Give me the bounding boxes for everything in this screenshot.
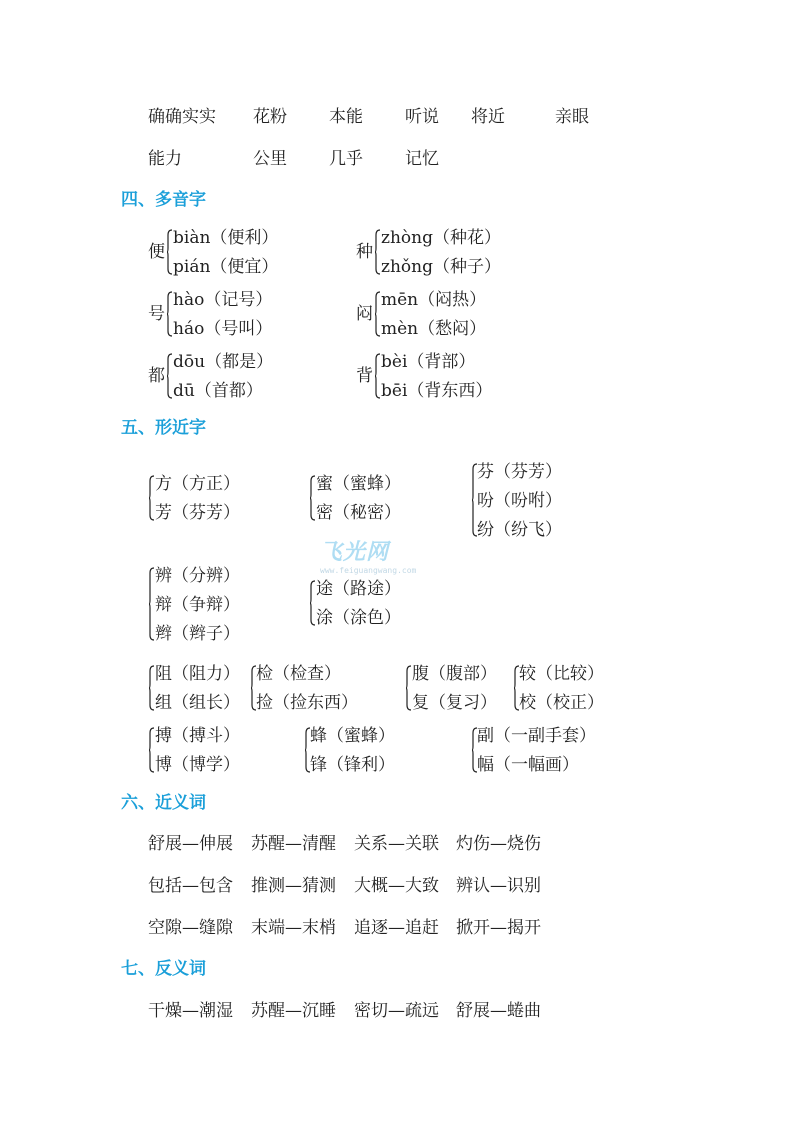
vocab-word: 将近 (471, 107, 505, 127)
vocab-word: 公里 (253, 149, 287, 169)
similar-char-item: 搏（搏斗） (155, 726, 240, 746)
synonym-pair: 辨认—识别 (456, 876, 541, 896)
polyphonic-char: 闷 (356, 304, 373, 324)
similar-char-item: 途（路途） (316, 579, 401, 599)
polyphonic-reading: biàn（便利） (173, 228, 279, 248)
brace-icon (310, 580, 315, 626)
polyphonic-reading: mèn（愁闷） (381, 319, 487, 339)
vocab-word: 能力 (148, 149, 182, 169)
synonym-pair: 掀开—揭开 (456, 918, 541, 938)
similar-char-item: 吩（吩咐） (477, 491, 562, 511)
watermark-logo (320, 535, 416, 575)
polyphonic-reading: bēi（背东西） (381, 381, 493, 401)
similar-char-item: 芬（芬芳） (477, 462, 562, 482)
brace-icon (167, 229, 172, 275)
polyphonic-reading: dū（首都） (173, 381, 263, 401)
polyphonic-reading: zhǒng（种子） (381, 257, 501, 277)
brace-icon (375, 353, 380, 399)
similar-char-item: 腹（腹部） (412, 664, 497, 684)
similar-char-item: 博（博学） (155, 755, 240, 775)
similar-char-item: 较（比较） (519, 664, 604, 684)
vocab-word: 确确实实 (148, 107, 216, 127)
synonym-pair: 舒展—伸展 (148, 834, 233, 854)
vocab-word: 本能 (329, 107, 363, 127)
vocab-word: 亲眼 (555, 107, 589, 127)
brace-icon (167, 353, 172, 399)
synonym-pair: 关系—关联 (354, 834, 439, 854)
brace-icon (375, 229, 380, 275)
brace-icon (167, 291, 172, 337)
brace-icon (310, 475, 315, 521)
polyphonic-reading: zhòng（种花） (381, 228, 501, 248)
synonym-pair: 追逐—追赶 (354, 918, 439, 938)
polyphonic-char: 都 (148, 366, 165, 386)
synonym-pair: 包括—包含 (148, 876, 233, 896)
watermark-url: www.feiguangwang.com (320, 566, 417, 575)
section-heading-polyphonic: 四、多音字 (121, 190, 206, 210)
brace-icon (149, 475, 154, 521)
similar-char-item: 复（复习） (412, 693, 497, 713)
polyphonic-reading: hào（记号） (173, 290, 273, 310)
similar-char-item: 方（方正） (155, 474, 240, 494)
vocab-word: 花粉 (253, 107, 287, 127)
similar-char-item: 副（一副手套） (477, 726, 596, 746)
synonym-pair: 推测—猜测 (251, 876, 336, 896)
similar-char-item: 辨（分辨） (155, 566, 240, 586)
watermark-title: 飞光网 (320, 540, 390, 565)
antonym-pair: 密切—疏远 (354, 1001, 439, 1021)
similar-char-item: 组（组长） (155, 693, 240, 713)
vocab-word: 听说 (405, 107, 439, 127)
similar-char-item: 辩（争辩） (155, 595, 240, 615)
similar-char-item: 密（秘密） (316, 503, 401, 523)
synonym-pair: 大概—大致 (354, 876, 439, 896)
antonym-pair: 舒展—蜷曲 (456, 1001, 541, 1021)
polyphonic-reading: dōu（都是） (173, 352, 274, 372)
synonym-pair: 苏醒—清醒 (251, 834, 336, 854)
similar-char-item: 涂（涂色） (316, 608, 401, 628)
brace-icon (149, 567, 154, 641)
brace-icon (149, 665, 154, 711)
similar-char-item: 阻（阻力） (155, 664, 240, 684)
section-heading-synonyms: 六、近义词 (121, 793, 206, 813)
similar-char-item: 捡（捡东西） (256, 693, 358, 713)
brace-icon (406, 665, 411, 711)
vocab-word: 记忆 (405, 149, 439, 169)
synonym-pair: 空隙—缝隙 (148, 918, 233, 938)
similar-char-item: 蜂（蜜蜂） (310, 726, 395, 746)
similar-char-item: 芳（芬芳） (155, 503, 240, 523)
polyphonic-char: 种 (356, 242, 373, 262)
section-heading-antonyms: 七、反义词 (121, 959, 206, 979)
similar-char-item: 校（校正） (519, 693, 604, 713)
vocab-word: 几乎 (329, 149, 363, 169)
synonym-pair: 灼伤—烧伤 (456, 834, 541, 854)
antonym-pair: 苏醒—沉睡 (251, 1001, 336, 1021)
polyphonic-reading: mēn（闷热） (381, 290, 487, 310)
polyphonic-char: 便 (148, 242, 165, 262)
similar-char-item: 纷（纷飞） (477, 520, 562, 540)
brace-icon (375, 291, 380, 337)
polyphonic-reading: háo（号叫） (173, 319, 273, 339)
synonym-pair: 末端—末梢 (251, 918, 336, 938)
section-heading-similar-chars: 五、形近字 (121, 418, 206, 438)
similar-char-item: 锋（锋利） (310, 755, 395, 775)
similar-char-item: 辫（辫子） (155, 624, 240, 644)
polyphonic-char: 号 (148, 304, 165, 324)
brace-icon (149, 727, 154, 773)
antonym-pair: 干燥—潮湿 (148, 1001, 233, 1021)
similar-char-item: 检（检查） (256, 664, 341, 684)
polyphonic-char: 背 (356, 366, 373, 386)
polyphonic-reading: pián（便宜） (173, 257, 279, 277)
similar-char-item: 幅（一幅画） (477, 755, 579, 775)
polyphonic-reading: bèi（背部） (381, 352, 476, 372)
similar-char-item: 蜜（蜜蜂） (316, 474, 401, 494)
